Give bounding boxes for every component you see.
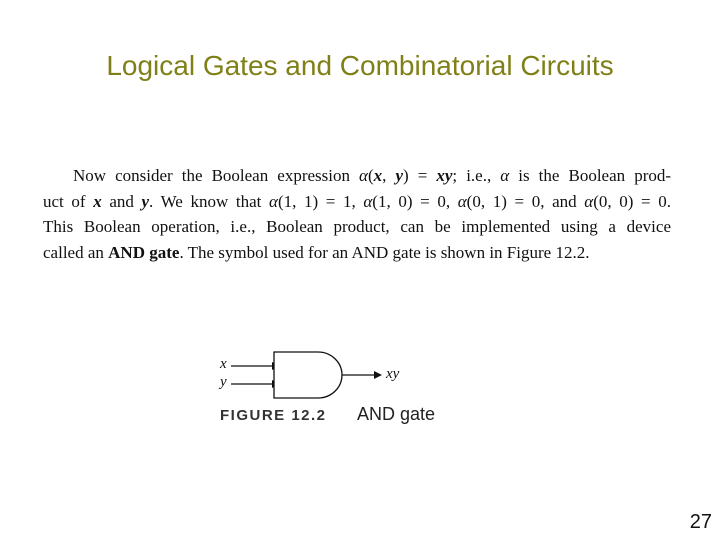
input-x-label: x: [220, 356, 227, 372]
alpha-symbol: α: [584, 191, 594, 211]
alpha-symbol: α: [363, 191, 373, 211]
text-run: (0, 0) = 0.: [593, 191, 671, 211]
figure-caption: AND gate: [357, 404, 436, 424]
and-gate-figure: [210, 345, 450, 430]
product-xy: xy: [436, 166, 453, 185]
variable-y: y: [141, 191, 150, 211]
input-x-wire: [231, 362, 280, 370]
variable-y: y: [395, 166, 404, 185]
alpha-symbol: α: [500, 166, 510, 185]
text-run: is the Boolean prod-: [509, 166, 672, 185]
text-run: and: [101, 191, 142, 211]
paragraph-line-1: [43, 163, 671, 189]
and-gate-icon: [274, 352, 342, 398]
page-number: 27: [689, 511, 712, 533]
figure-number: FIGURE 12.2: [220, 407, 327, 424]
output-wire: [342, 371, 382, 379]
alpha-symbol: α: [457, 191, 467, 211]
input-y-wire: [231, 380, 280, 388]
slide-title: Logical Gates and Combinatorial Circuits: [106, 50, 614, 81]
text-run: . We know that: [149, 191, 269, 211]
paragraph-line-4: [43, 240, 671, 266]
input-y-label: y: [220, 374, 227, 390]
text-run: (1, 1) = 1,: [277, 191, 364, 211]
and-gate-diagram: [210, 345, 450, 405]
paragraph-line-3: This Boolean operation, i.e., Boolean product, can be implemented using a device: [43, 217, 671, 236]
paragraph-line-2: [43, 189, 671, 215]
variable-x: x: [373, 166, 383, 185]
output-label: xy: [386, 366, 400, 382]
text-run: ) =: [403, 166, 437, 185]
text-run: ,: [382, 166, 396, 185]
text-run: (: [367, 166, 374, 185]
text-run: Now consider the Boolean expression: [73, 166, 360, 185]
text-run: called an: [43, 242, 109, 262]
text-run: . The symbol used for an AND gate is shown in Figure 12.2.: [179, 242, 590, 262]
text-run: uct of: [43, 191, 94, 211]
body-paragraph: [43, 163, 671, 265]
alpha-symbol: α: [269, 191, 278, 211]
text-run: ; i.e.,: [452, 166, 501, 185]
text-run: (0, 1) = 0, and: [466, 191, 585, 211]
alpha-symbol: α: [359, 166, 368, 185]
variable-x: x: [93, 191, 102, 211]
and-gate-term: AND gate: [108, 242, 180, 262]
text-run: (1, 0) = 0,: [372, 191, 458, 211]
